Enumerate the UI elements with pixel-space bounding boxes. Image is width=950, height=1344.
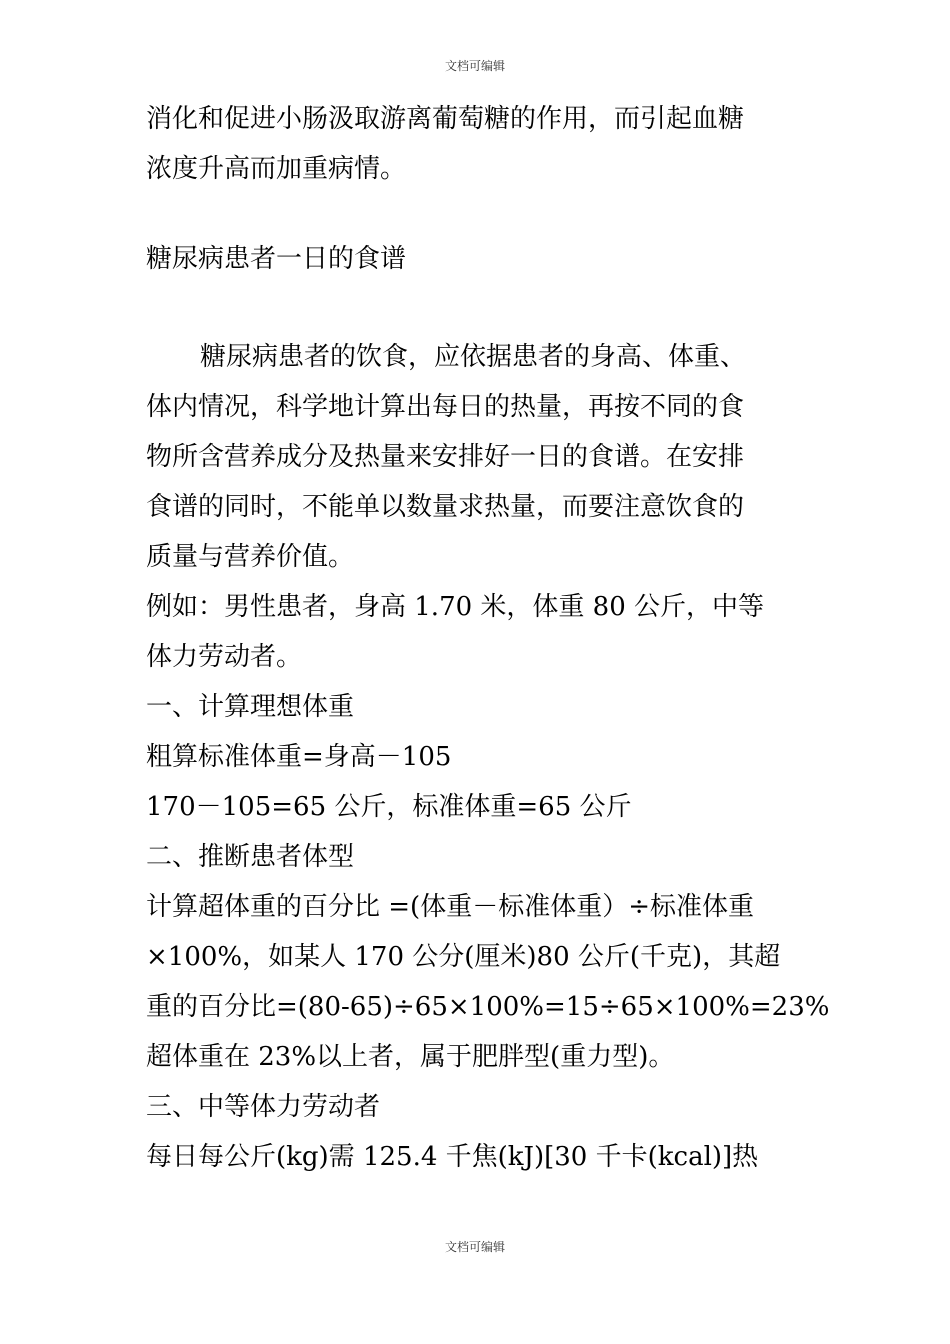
document-body: [146, 94, 830, 1182]
text-line: 体力劳动者。: [146, 642, 303, 672]
text-line: 超体重在 23%以上者，属于肥胖型(重力型)。: [146, 1042, 675, 1072]
paragraph-line: 糖尿病患者的饮食，应依据患者的身高、体重、: [200, 342, 747, 372]
page-footer: 文档可编辑: [444, 1240, 505, 1254]
paragraph-line: 物所含营养成分及热量来安排好一日的食谱。在安排: [146, 442, 745, 472]
text-line: 重的百分比=(80-65)÷65×100%=15÷65×100%=23%: [146, 992, 830, 1022]
spacer: [146, 194, 816, 234]
paragraph-line: 食谱的同时，不能单以数量求热量，而要注意饮食的: [146, 492, 745, 522]
heading-line: 二、推断患者体型: [146, 842, 355, 872]
text-line: 每日每公斤(kg)需 125.4 千焦(kJ)[30 千卡(kcal)]热: [146, 1142, 759, 1172]
intro-line: 消化和促进小肠汲取游离葡萄糖的作用，而引起血糖: [146, 104, 745, 134]
paragraph-line: 质量与营养价值。: [146, 542, 355, 572]
spacer: [146, 284, 816, 332]
paragraph-line: 体内情况，科学地计算出每日的热量，再按不同的食: [146, 392, 745, 422]
text-line: 计算超体重的百分比 =(体重－标准体重）÷标准体重: [146, 892, 754, 922]
heading-line: 一、计算理想体重: [146, 692, 355, 722]
section-title: 糖尿病患者一日的食谱: [146, 244, 407, 274]
intro-line: 浓度升高而加重病情。: [146, 154, 407, 184]
text-line: 170－105=65 公斤，标准体重=65 公斤: [146, 792, 632, 822]
text-line: 粗算标准体重=身高－105: [146, 742, 452, 772]
text-line: ×100%，如某人 170 公分(厘米)80 公斤(千克)，其超: [146, 942, 781, 972]
heading-line: 三、中等体力劳动者: [146, 1092, 381, 1122]
page-header: 文档可编辑: [444, 59, 505, 73]
text-line: 例如：男性患者，身高 1.70 米，体重 80 公斤，中等: [146, 592, 765, 622]
